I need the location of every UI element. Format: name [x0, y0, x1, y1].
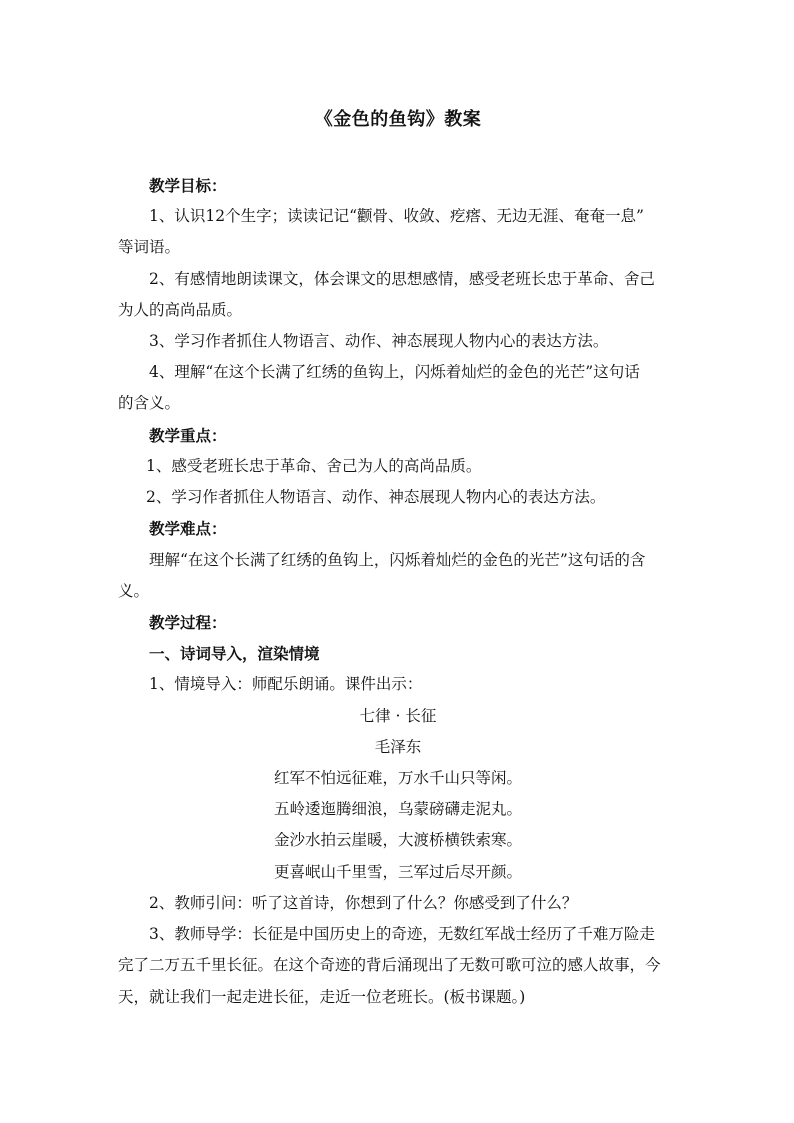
step-1-item-3-line-3: 天，就让我们一起走进长征，走近一位老班长。(板书课题。) — [118, 988, 526, 1006]
goal-3: 3、学习作者抓住人物语言、动作、神态展现人物内心的表达方法。 — [149, 332, 609, 350]
poem-author: 毛泽东 — [374, 738, 422, 756]
goal-2-line-2: 为人的高尚品质。 — [118, 301, 243, 319]
goal-4-line-1: 4、理解“在这个长满了红绣的鱼钩上，闪烁着灿烂的金色的光芒”这句话 — [149, 363, 640, 381]
poem-line-3: 金沙水拍云崖暖，大渡桥横铁索寒。 — [273, 831, 522, 849]
poem-line-4: 更喜岷山千里雪，三军过后尽开颜。 — [273, 863, 522, 881]
step-1-item-3-line-2: 完了二万五千里长征。在这个奇迹的背后涌现出了无数可歌可泣的感人故事，今 — [118, 956, 661, 974]
step-1-heading: 一、诗词导入，渲染情境 — [149, 644, 320, 663]
poem-line-1: 红军不怕远征难，万水千山只等闲。 — [273, 769, 522, 787]
goal-4-line-2: 的含义。 — [118, 394, 181, 412]
document-title: 《金色的鱼钩》教案 — [314, 109, 482, 130]
difficulty-line-1: 理解“在这个长满了红绣的鱼钩上，闪烁着灿烂的金色的光芒”这句话的含 — [149, 551, 646, 569]
goal-1-line-1: 1、认识12个生字；读读记记“颧骨、收敛、疙瘩、无边无涯、奄奄一息” — [149, 207, 644, 225]
key-points-heading: 教学重点： — [149, 426, 227, 445]
poem-line-2: 五岭逶迤腾细浪，乌蒙磅礴走泥丸。 — [273, 800, 522, 818]
difficulty-line-2: 义。 — [118, 582, 150, 600]
goals-heading: 教学目标： — [149, 176, 227, 195]
poem-title: 七律 · 长征 — [359, 707, 437, 725]
difficulty-heading: 教学难点： — [149, 519, 227, 538]
goal-1-line-2: 等词语。 — [118, 238, 181, 256]
key-point-2: 2、学习作者抓住人物语言、动作、神态展现人物内心的表达方法。 — [146, 488, 606, 506]
goal-2-line-1: 2、有感情地朗读课文，体会课文的思想感情，感受老班长忠于革命、舍己 — [149, 270, 655, 288]
step-1-item-3-line-1: 3、教师导学：长征是中国历史上的奇迹，无数红军战士经历了千难万险走 — [149, 925, 655, 943]
step-1-item-1: 1、情境导入：师配乐朗诵。课件出示： — [149, 675, 423, 693]
process-heading: 教学过程： — [149, 613, 227, 632]
key-point-1: 1、感受老班长忠于革命、舍己为人的高尚品质。 — [146, 457, 482, 475]
step-1-item-2: 2、教师引问：听了这首诗，你想到了什么？你感受到了什么？ — [149, 894, 578, 912]
